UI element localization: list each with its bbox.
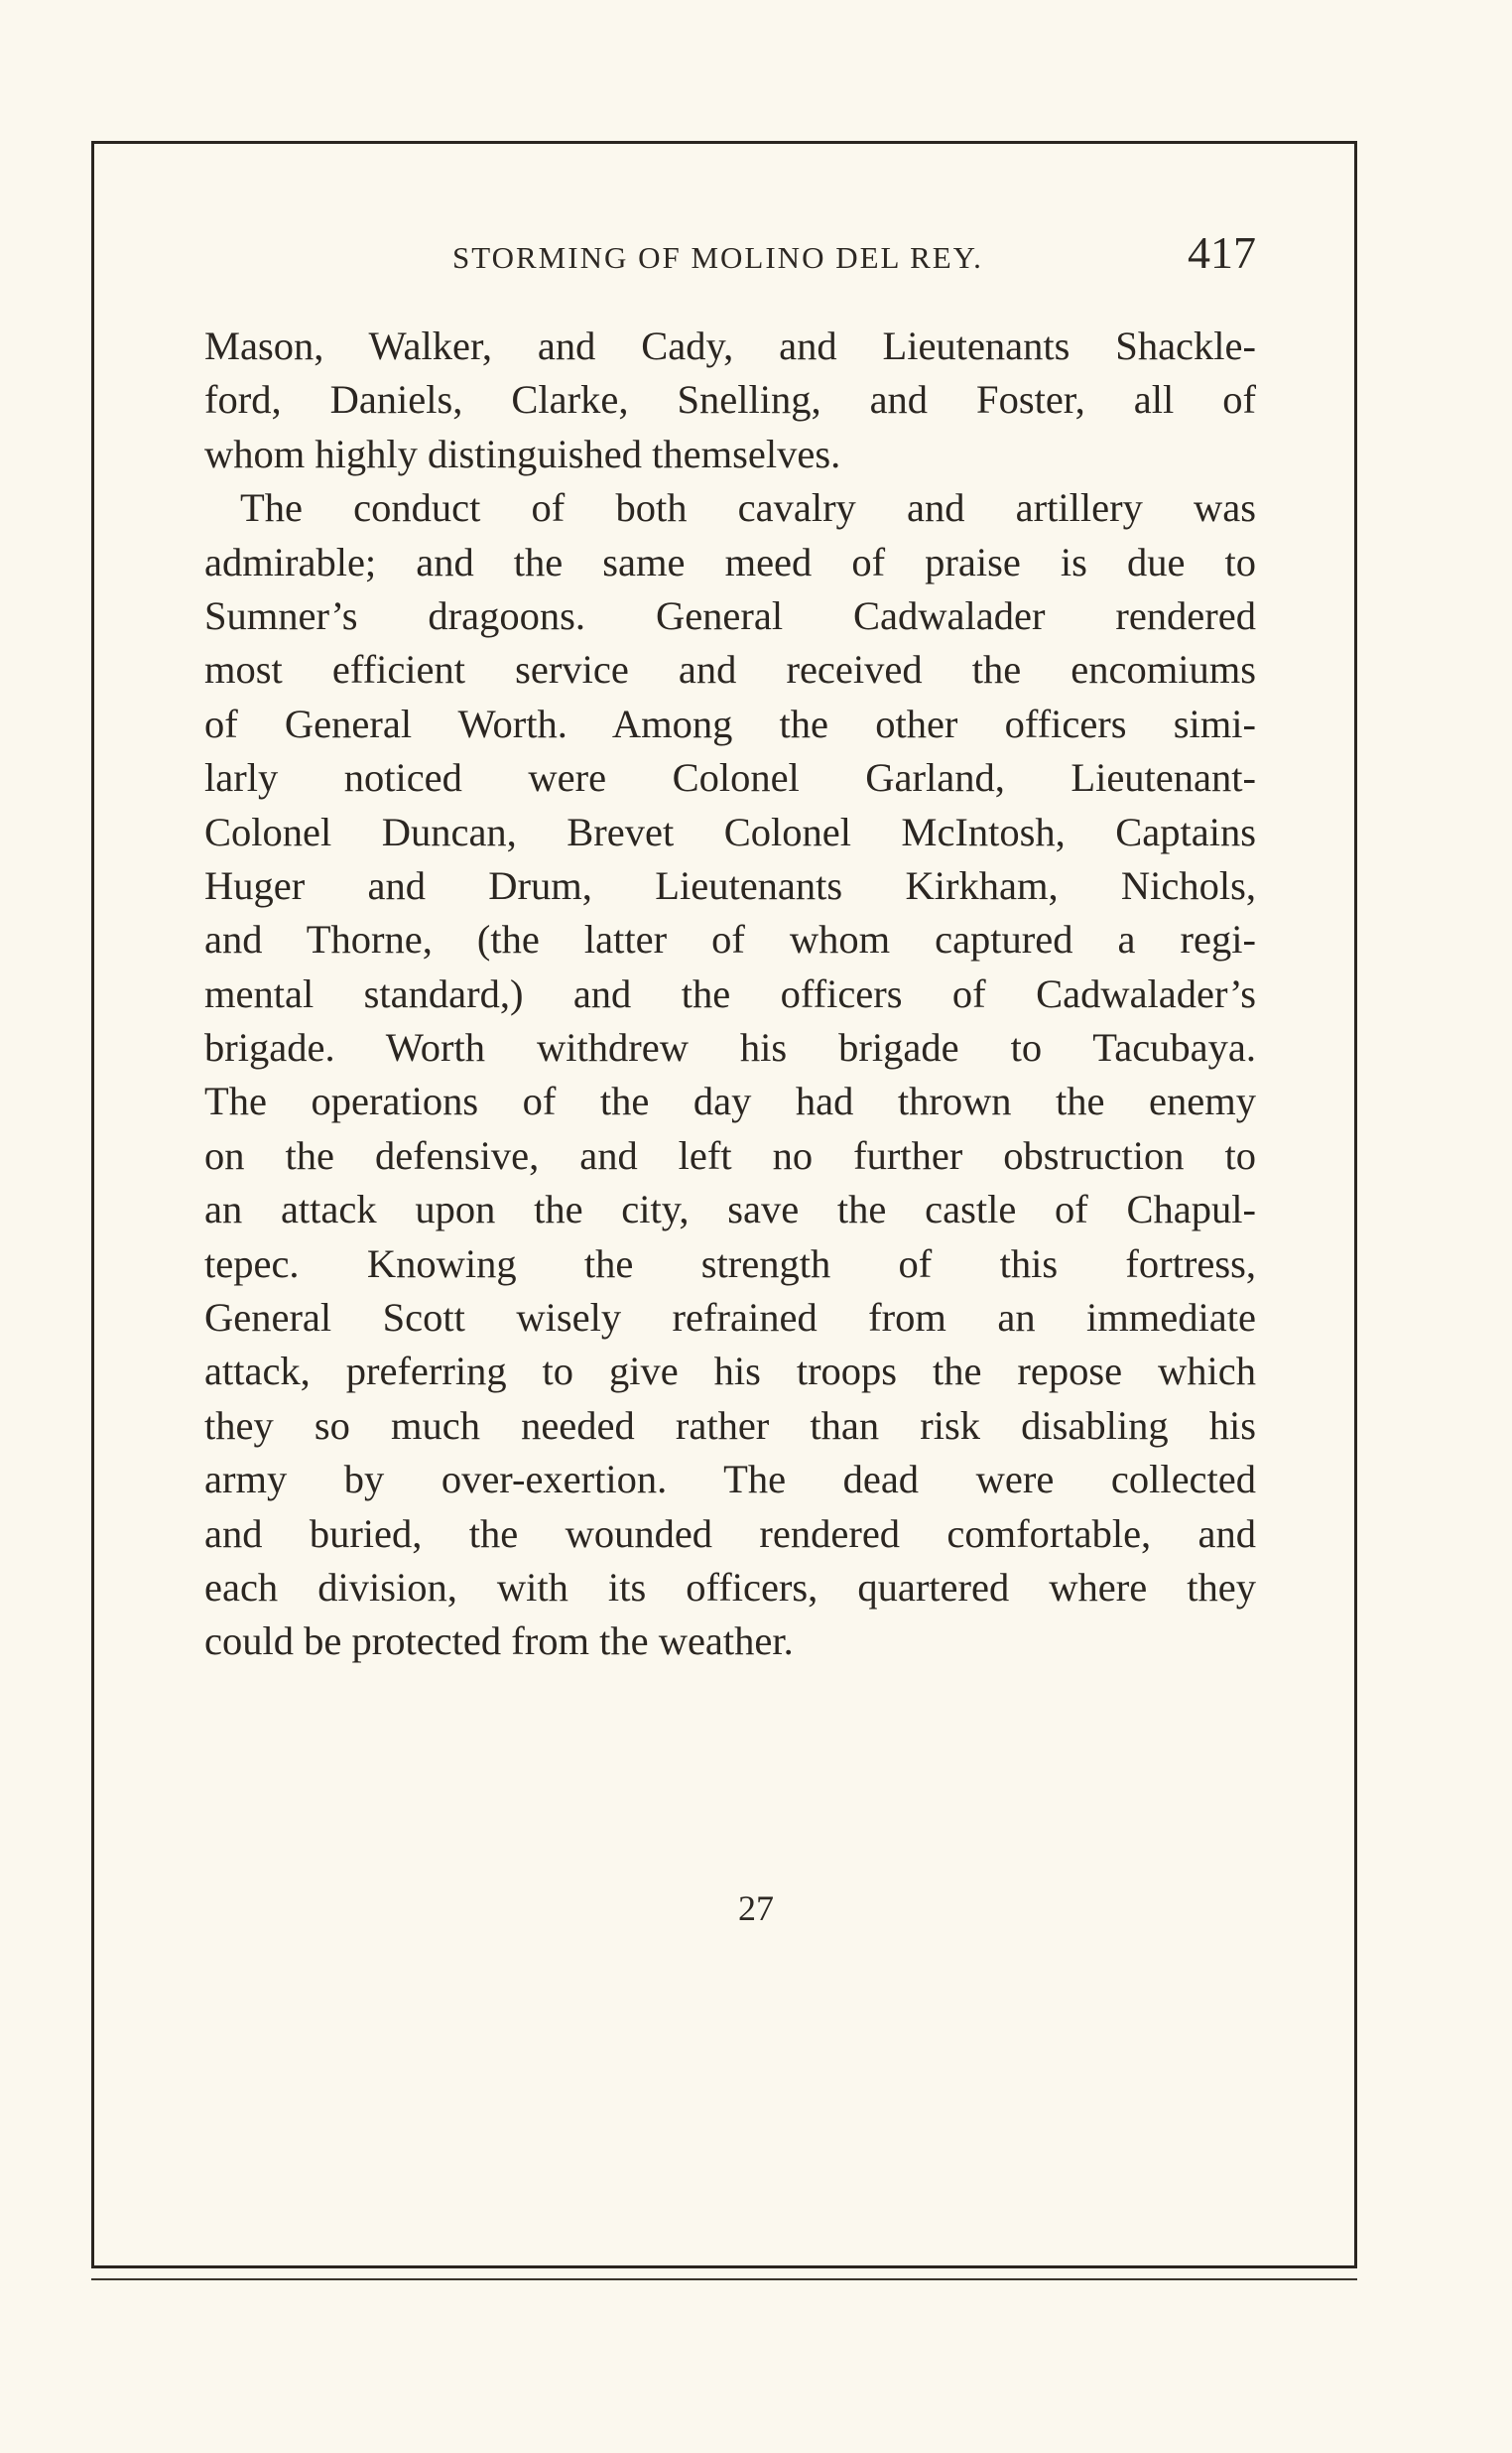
text-line: and buried, the wounded rendered comfortable, and xyxy=(204,1510,1256,1556)
text-line: mental standard,) and the officers of Cadwalader’s xyxy=(204,970,1256,1016)
text-line: and Thorne, (the latter of whom captured a regi- xyxy=(204,917,1256,963)
text-line: larly noticed were Colonel Garland, Lieutenant- xyxy=(204,755,1256,801)
text-line: each division, with its officers, quartered where they xyxy=(204,1564,1256,1610)
body-text xyxy=(204,320,1256,1669)
text-line: Colonel Duncan, Brevet Colonel McIntosh, Captains xyxy=(204,809,1256,854)
text-line: army by over-exertion. The dead were collected xyxy=(204,1457,1256,1502)
text-line: Sumner’s dragoons. General Cadwalader rendered xyxy=(204,592,1256,638)
running-header xyxy=(204,226,1256,286)
text-line: whom highly distinguished themselves. xyxy=(204,431,841,476)
text-line: The operations of the day had thrown the enemy xyxy=(204,1079,1256,1124)
text-line: General Scott wisely refrained from an immediate xyxy=(204,1295,1256,1341)
text-line: Huger and Drum, Lieutenants Kirkham, Nichols, xyxy=(204,862,1256,908)
page-border-bottom-rule xyxy=(91,2278,1357,2280)
text-line: could be protected from the weather. xyxy=(204,1618,794,1664)
text-line: on the defensive, and left no further obstruction to xyxy=(204,1132,1256,1178)
text-line: an attack upon the city, save the castle of Chapul- xyxy=(204,1187,1256,1232)
signature-mark: 27 xyxy=(738,1888,774,1928)
text-line: of General Worth. Among the other officers simi- xyxy=(204,701,1256,746)
text-line: brigade. Worth withdrew his brigade to Tacubaya. xyxy=(204,1025,1256,1071)
text-line: The conduct of both cavalry and artillery was xyxy=(240,485,1256,531)
text-line: Mason, Walker, and Cady, and Lieutenants Shackle- xyxy=(204,323,1256,368)
text-line: tepec. Knowing the strength of this fortress, xyxy=(204,1240,1256,1286)
page-number: 417 xyxy=(1188,227,1256,278)
text-line: ford, Daniels, Clarke, Snelling, and Foster, all of xyxy=(204,377,1256,423)
text-line: attack, preferring to give his troops the repose which xyxy=(204,1349,1256,1394)
text-line: admirable; and the same meed of praise is due to xyxy=(204,539,1256,584)
running-title: STORMING OF MOLINO DEL REY. xyxy=(452,240,983,275)
text-line: most efficient service and received the encomiums xyxy=(204,647,1256,693)
text-line: they so much needed rather than risk disabling his xyxy=(204,1402,1256,1448)
